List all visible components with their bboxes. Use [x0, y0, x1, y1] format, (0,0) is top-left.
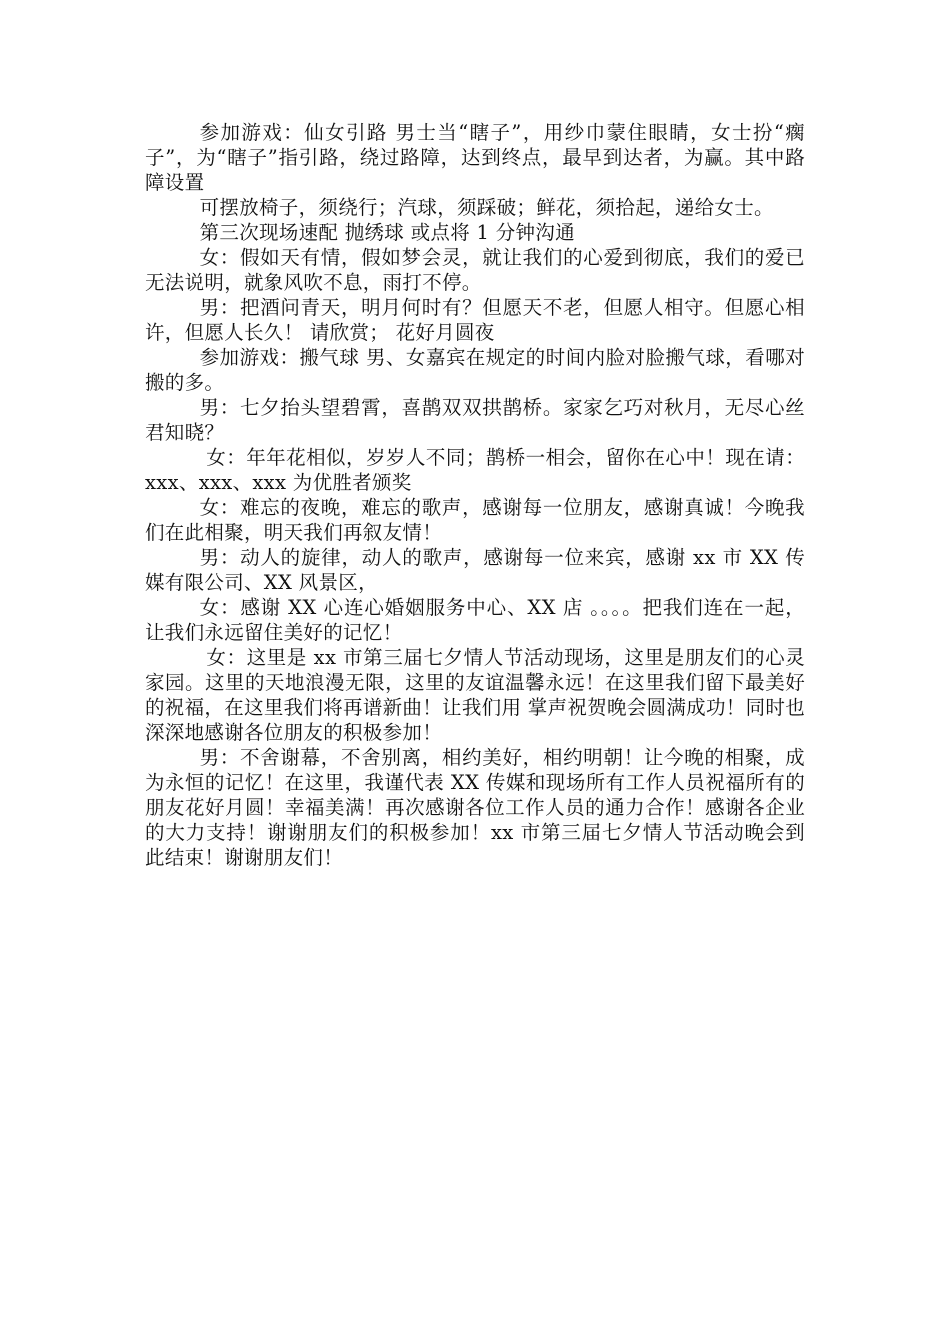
paragraph-game-fairy-guide: 参加游戏：仙女引路 男士当“瞎子”，用纱巾蒙住眼睛，女士扮“瘸子”，为“瞎子”指引路，绕过路障，达到终点，最早到达者，为赢。其中路障设置	[145, 121, 805, 194]
paragraph-game-balloon: 参加游戏：搬气球 男、女嘉宾在规定的时间内脸对脸搬气球，看哪对搬的多。	[145, 346, 805, 394]
paragraph-female-host-2: 女：年年花相似，岁岁人不同；鹊桥一相会，留你在心中！现在请：xxx、xxx、xxx 为优胜者颁奖	[145, 446, 805, 494]
paragraph-obstacles: 可摆放椅子，须绕行；汽球，须踩破；鲜花，须拾起，递给女士。	[199, 196, 774, 219]
paragraph-male-host-3: 男：动人的旋律，动人的歌声，感谢每一位来宾，感谢 xx 市 XX 传媒有限公司、XX 风景区，	[145, 546, 805, 594]
paragraph-female-host-1: 女：假如天有情，假如梦会灵，就让我们的心爱到彻底，我们的爱已无法说明，就象风吹不息，雨打不停。	[145, 246, 805, 294]
paragraph-speed-dating: 第三次现场速配 抛绣球 或点将 1 分钟沟通	[199, 221, 575, 244]
paragraph-male-host-closing: 男：不舍谢幕，不舍别离，相约美好，相约明朝！让今晚的相聚，成为永恒的记忆！在这里，我谨代表 XX 传媒和现场所有工作人员祝福所有的朋友花好月圆！幸福美满！再次感谢各位工作人员的通力合作！感谢各企业的大力支持！谢谢朋友们的积极参加！xx 市第三届七夕情人节活动晚会到此结束！谢谢朋友们！	[145, 746, 805, 869]
document-body	[145, 120, 805, 870]
paragraph-female-host-3: 女：难忘的夜晚，难忘的歌声，感谢每一位朋友，感谢真诚！今晚我们在此相聚，明天我们再叙友情！	[145, 496, 805, 544]
paragraph-male-host-1: 男：把酒问青天，明月何时有？但愿天不老，但愿人相守。但愿心相许，但愿人长久！ 请欣赏； 花好月圆夜	[145, 296, 805, 344]
paragraph-female-host-5: 女：这里是 xx 市第三届七夕情人节活动现场，这里是朋友们的心灵家园。这里的天地浪漫无限，这里的友谊温馨永远！在这里我们留下最美好的祝福，在这里我们将再谱新曲！让我们用 掌声祝贺晚会圆满成功！同时也深深地感谢各位朋友的积极参加！	[145, 646, 805, 744]
paragraph-male-host-2: 男：七夕抬头望碧霄，喜鹊双双拱鹊桥。家家乞巧对秋月，无尽心丝君知晓？	[145, 396, 805, 444]
paragraph-female-host-4: 女：感谢 XX 心连心婚姻服务中心、XX 店 。。。。把我们连在一起，让我们永远留住美好的记忆！	[145, 596, 805, 644]
